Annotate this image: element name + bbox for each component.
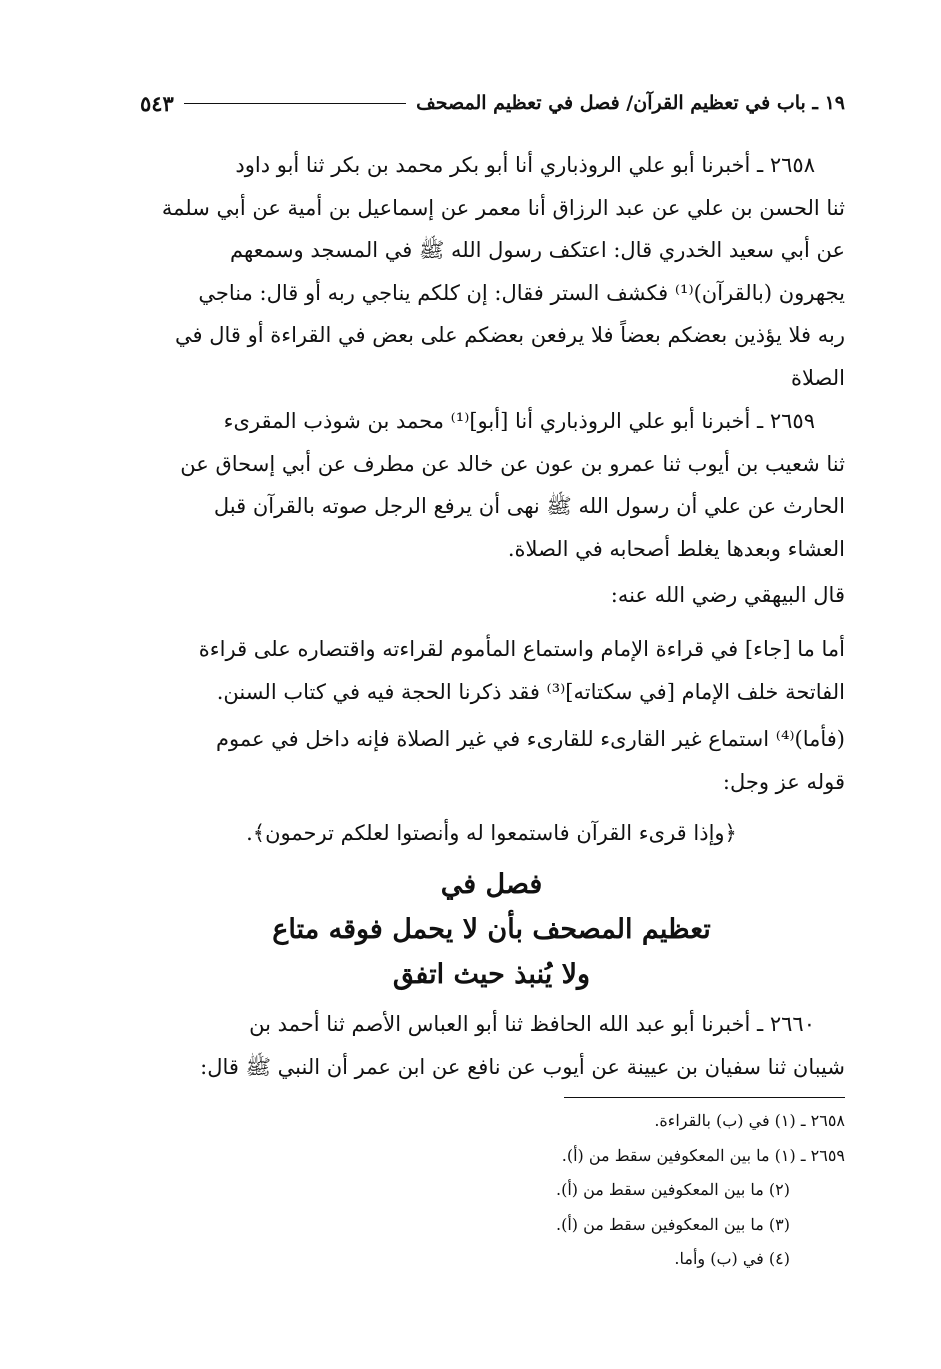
footnote: (٣) ما بين المعكوفين سقط من (أ). bbox=[555, 1214, 790, 1234]
hadith-2659 bbox=[138, 400, 845, 570]
heading-line: ولا يُنبذ حيث اتفق bbox=[392, 959, 591, 990]
text-line: شيبان ثنا سفيان بن عيينة عن أيوب عن نافع عن ابن عمر أن النبي ﷺ قال: bbox=[200, 1054, 845, 1079]
listening-paragraph bbox=[138, 718, 845, 803]
text-line: الفاتحة خلف الإمام [في سكتاته]⁽³⁾ فقد ذكرنا الحجة فيه في كتاب السنن. bbox=[216, 679, 845, 704]
text-line: يجهرون (بالقرآن)⁽¹⁾ فكشف الستر فقال: إن كلكم يناجي ربه أو قال: مناجي bbox=[198, 280, 845, 305]
text-line: الصلاة bbox=[791, 365, 845, 390]
text-line: ٢٦٥٩ ـ أخبرنا أبو علي الروذباري أنا [أبو]⁽¹⁾ محمد بن شوذب المقرىء bbox=[223, 409, 815, 433]
text-line: قوله عز وجل: bbox=[722, 769, 845, 794]
footnotes bbox=[400, 1104, 845, 1277]
imam-recitation-paragraph bbox=[138, 628, 845, 713]
header-rule bbox=[184, 103, 406, 104]
footnote: (٤) في (ب) وأما. bbox=[674, 1249, 790, 1268]
text-line: ٢٦٥٨ ـ أخبرنا أبو علي الروذباري أنا أبو بكر محمد بن بكر ثنا أبو داود bbox=[235, 153, 815, 177]
text-line: العشاء وبعدها يغلط أصحابه في الصلاة. bbox=[507, 536, 845, 561]
footnote-rule bbox=[564, 1097, 845, 1098]
text-line: ٢٦٦٠ ـ أخبرنا أبو عبد الله الحافظ ثنا أبو العباس الأصم ثنا أحمد بن bbox=[249, 1012, 815, 1036]
text-line: أما ما [جاء] في قراءة الإمام واستماع المأموم لقراءته واقتصاره على قراءة bbox=[198, 637, 845, 661]
heading-line: فصل في bbox=[440, 869, 543, 900]
text-line: الحارث عن علي أن رسول الله ﷺ نهى أن يرفع الرجل صوته بالقرآن قبل bbox=[213, 494, 845, 518]
page-number: ٥٤٣ bbox=[140, 90, 174, 116]
text-line: ربه فلا يؤذين بعضكم بعضاً فلا يرفعن بعضكم على بعض في القراءة أو قال في bbox=[174, 323, 845, 347]
quran-verse: ﴿وإذا قرىء القرآن فاستمعوا له وأنصتوا لعلكم ترحمون﴾. bbox=[246, 821, 737, 845]
section-heading bbox=[138, 862, 845, 997]
text-line: ثنا الحسن بن علي عن عبد الرزاق أنا معمر عن إسماعيل بن أمية عن أبي سلمة bbox=[161, 195, 845, 220]
text-line: قال البيهقي رضي الله عنه: bbox=[610, 583, 845, 607]
text-line: (فأما)⁽⁴⁾ استماع غير القارىء للقارىء في غير الصلاة فإنه داخل في عموم bbox=[215, 727, 845, 751]
hadith-2660 bbox=[138, 1003, 845, 1088]
footnote: ٢٦٥٨ ـ (١) في (ب) بالقراءة. bbox=[654, 1111, 845, 1130]
text-line: عن أبي سعيد الخدري قال: اعتكف رسول الله ﷺ في المسجد وسمعهم bbox=[230, 238, 845, 262]
heading-line: تعظيم المصحف بأن لا يحمل فوقه متاع bbox=[272, 914, 711, 945]
footnote: (٢) ما بين المعكوفين سقط من (أ). bbox=[555, 1180, 790, 1199]
text-line: ثنا شعيب بن أيوب ثنا عمرو بن عون عن خالد عن مطرف عن أبي إسحاق عن bbox=[180, 451, 845, 476]
running-title: ١٩ ـ باب في تعظيم القرآن/ فصل في تعظيم المصحف bbox=[416, 92, 845, 114]
footnote: ٢٦٥٩ ـ (١) ما بين المعكوفين سقط من (أ). bbox=[561, 1145, 845, 1165]
bayhaqi-statement bbox=[138, 574, 845, 617]
page-header bbox=[140, 86, 845, 120]
hadith-2658 bbox=[138, 144, 845, 399]
